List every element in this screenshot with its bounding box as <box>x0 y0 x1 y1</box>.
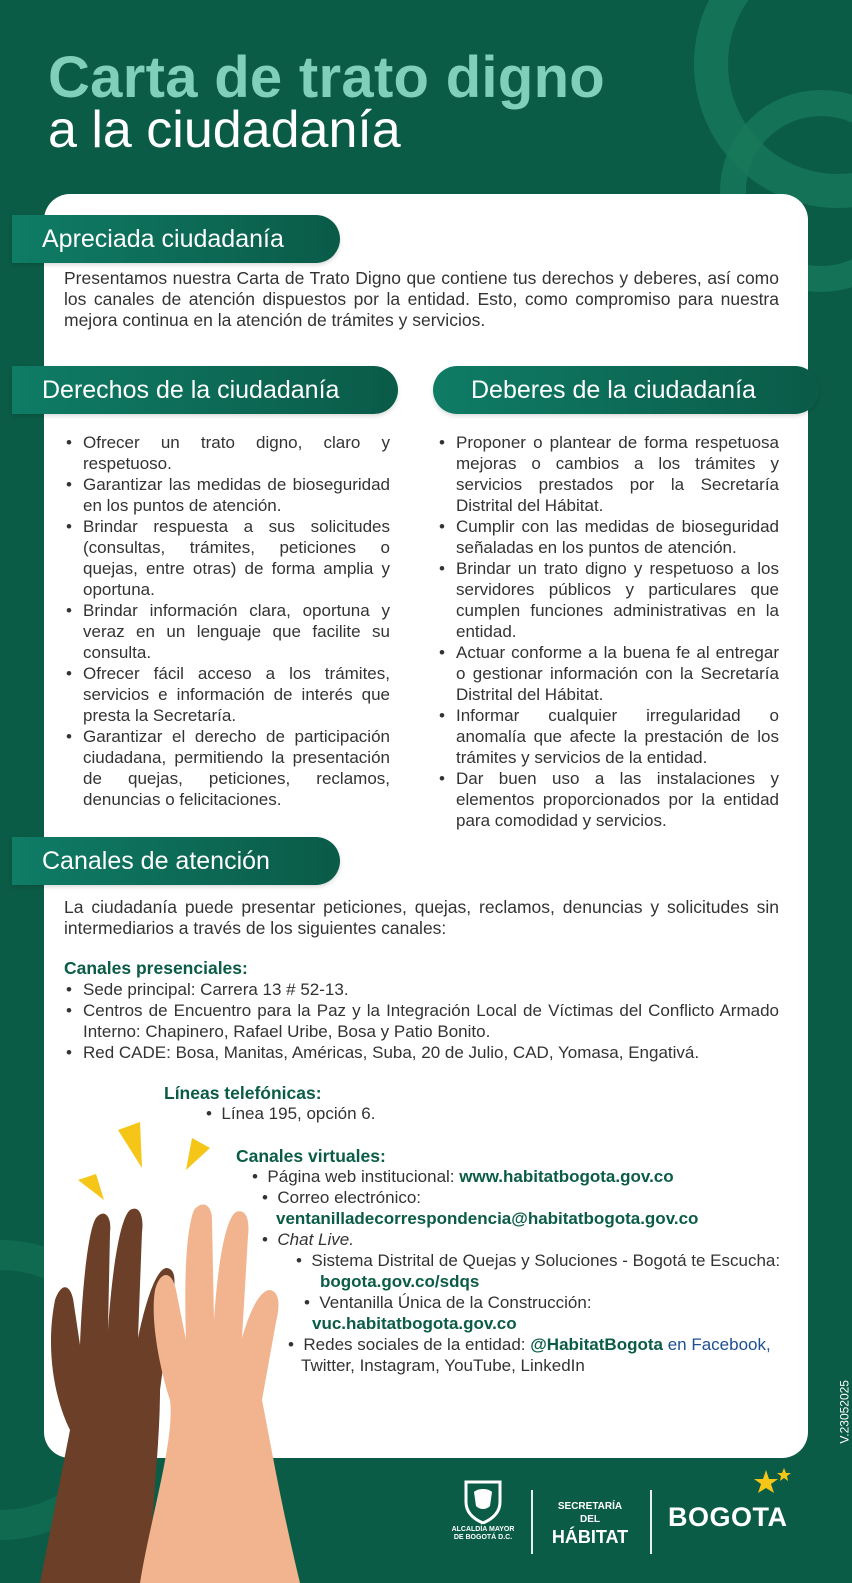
secretaria-logo <box>550 1500 630 1548</box>
sdqs-line-value <box>320 1272 479 1292</box>
email-line-value <box>276 1209 698 1229</box>
intro-paragraph: Presentamos nuestra Carta de Trato Digno que contiene tus derechos y deberes, así como los canales de atención dispuestos por la entidad. Esto, como compromiso para nuestra mejora continua en la atención de trámites y servicios. <box>64 268 779 330</box>
secretaria-line2: HÁBITAT <box>551 1527 629 1547</box>
in-person-list <box>64 979 779 1063</box>
email-label: Correo electrónico: <box>277 1188 422 1207</box>
motion-mark <box>186 1138 210 1170</box>
motion-mark <box>78 1174 104 1200</box>
page-title-line1: Carta de trato digno <box>48 45 606 110</box>
alcaldia-line1: ALCALDÍA MAYOR <box>451 1526 515 1533</box>
vuc-line-value <box>312 1314 517 1334</box>
web-line: • Página web institucional: www.habitatbogota.gov.co <box>252 1167 674 1186</box>
list-item: • Brindar un trato digno y respetuoso a los servidores públicos y particulares que cumplen funciones administrativas en la entidad. <box>437 558 779 642</box>
web-link[interactable]: www.habitatbogota.gov.co <box>459 1167 674 1186</box>
coat-of-arms-icon <box>462 1478 504 1524</box>
email-line: • Correo electrónico: <box>262 1188 422 1207</box>
phone-line: • Línea 195, opción 6. <box>206 1104 376 1123</box>
bogota-logo: BOGOTA <box>668 1502 788 1532</box>
page-title-line2: a la ciudadanía <box>48 101 401 159</box>
logo-divider <box>531 1490 533 1554</box>
rights-list <box>64 432 390 810</box>
list-item: • Ofrecer fácil acceso a los trámites, servicios e información de interés que presta la Secretaría. <box>64 663 390 726</box>
secretaria-line1: SECRETARÍA DEL <box>557 1501 623 1525</box>
vuc-link[interactable]: vuc.habitatbogota.gov.co <box>312 1314 517 1333</box>
social-label: Redes sociales de la entidad: <box>303 1335 531 1354</box>
list-item: • Informar cualquier irregularidad o anomalía que afecte la prestación de los trámites y servicios de la entidad. <box>437 705 779 768</box>
list-item: • Actuar conforme a la buena fe al entregar o gestionar información con la Secretaría Distrital del Hábitat. <box>437 642 779 705</box>
list-item: • Garantizar el derecho de participación ciudadana, permitiendo la presentación de quejas, peticiones, reclamos, denuncias o felicitaciones. <box>64 726 390 810</box>
chat-line: • Chat Live. <box>262 1230 354 1249</box>
section-heading-rights: Derechos de la ciudadanía <box>12 366 398 414</box>
high-five-hands-illustration <box>0 1100 300 1583</box>
sdqs-link[interactable]: bogota.gov.co/sdqs <box>320 1272 480 1291</box>
light-hand <box>140 1205 300 1583</box>
phone-value: Línea 195, opción 6. <box>221 1104 376 1123</box>
list-item: • Proponer o plantear de forma respetuosa mejoras o cambios a los trámites y servicios prestados por la Secretaría Distrital del Hábitat. <box>437 432 779 516</box>
alcaldia-line2: DE BOGOTÁ D.C. <box>453 1534 513 1541</box>
social-networks-line2: Twitter, Instagram, YouTube, LinkedIn <box>301 1356 585 1375</box>
list-item: • Dar buen uso a las instalaciones y elementos proporcionados por la entidad para comodidad y servicios. <box>437 768 779 831</box>
sdqs-label: Sistema Distrital de Quejas y Soluciones - Bogotá te Escucha: <box>311 1251 781 1270</box>
vuc-line: • Ventanilla Única de la Construcción: <box>304 1293 592 1312</box>
in-person-title: Canales presenciales: <box>64 958 248 978</box>
channels-intro: La ciudadanía puede presentar peticiones, quejas, reclamos, denuncias y solicitudes sin intermediarios a través de los siguientes canales: <box>64 897 779 938</box>
duties-list <box>437 432 779 831</box>
motion-mark <box>118 1122 142 1168</box>
phone-title: Líneas telefónicas: <box>164 1083 322 1103</box>
stars-icon <box>752 1468 792 1498</box>
virtual-title: Canales virtuales: <box>236 1146 386 1166</box>
list-item: • Ofrecer un trato digno, claro y respetuoso. <box>64 432 390 474</box>
list-item: • Brindar información clara, oportuna y veraz en un lenguaje que facilite su consulta. <box>64 600 390 663</box>
social-networks: en Facebook, <box>662 1335 771 1354</box>
section-heading-channels: Canales de atención <box>12 837 340 885</box>
email-link[interactable]: ventanilladecorrespondencia@habitatbogota.gov.co <box>276 1209 699 1228</box>
list-item: • Sede principal: Carrera 13 # 52-13. <box>64 979 779 1000</box>
sdqs-line: • Sistema Distrital de Quejas y Soluciones - Bogotá te Escucha: <box>296 1251 781 1270</box>
logo-divider <box>650 1490 652 1554</box>
list-item: • Red CADE: Bosa, Manitas, Américas, Suba, 20 de Julio, CAD, Yomasa, Engativá. <box>64 1042 779 1063</box>
list-item: • Cumplir con las medidas de bioseguridad señaladas en los puntos de atención. <box>437 516 779 558</box>
alcaldia-logo-text <box>446 1526 520 1542</box>
social-handle-link[interactable]: @HabitatBogota <box>530 1335 663 1354</box>
section-heading-intro: Apreciada ciudadanía <box>12 215 340 263</box>
chat-live-link[interactable]: Chat Live. <box>277 1230 354 1249</box>
list-item: • Centros de Encuentro para la Paz y la Integración Local de Víctimas del Conflicto Armado Interno: Chapinero, Rafael Uribe, Bosa y Patio Bonito. <box>64 1000 779 1042</box>
list-item: • Brindar respuesta a sus solicitudes (consultas, trámites, peticiones o quejas, entre otras) de forma amplia y oportuna. <box>64 516 390 600</box>
web-label: Página web institucional: <box>267 1167 460 1186</box>
social-line: • Redes sociales de la entidad: @HabitatBogota en Facebook, <box>288 1335 771 1354</box>
section-heading-duties: Deberes de la ciudadanía <box>433 366 819 414</box>
vuc-label: Ventanilla Única de la Construcción: <box>319 1293 592 1312</box>
version-label: V.23052025 <box>838 1380 852 1444</box>
list-item: • Garantizar las medidas de bioseguridad en los puntos de atención. <box>64 474 390 516</box>
